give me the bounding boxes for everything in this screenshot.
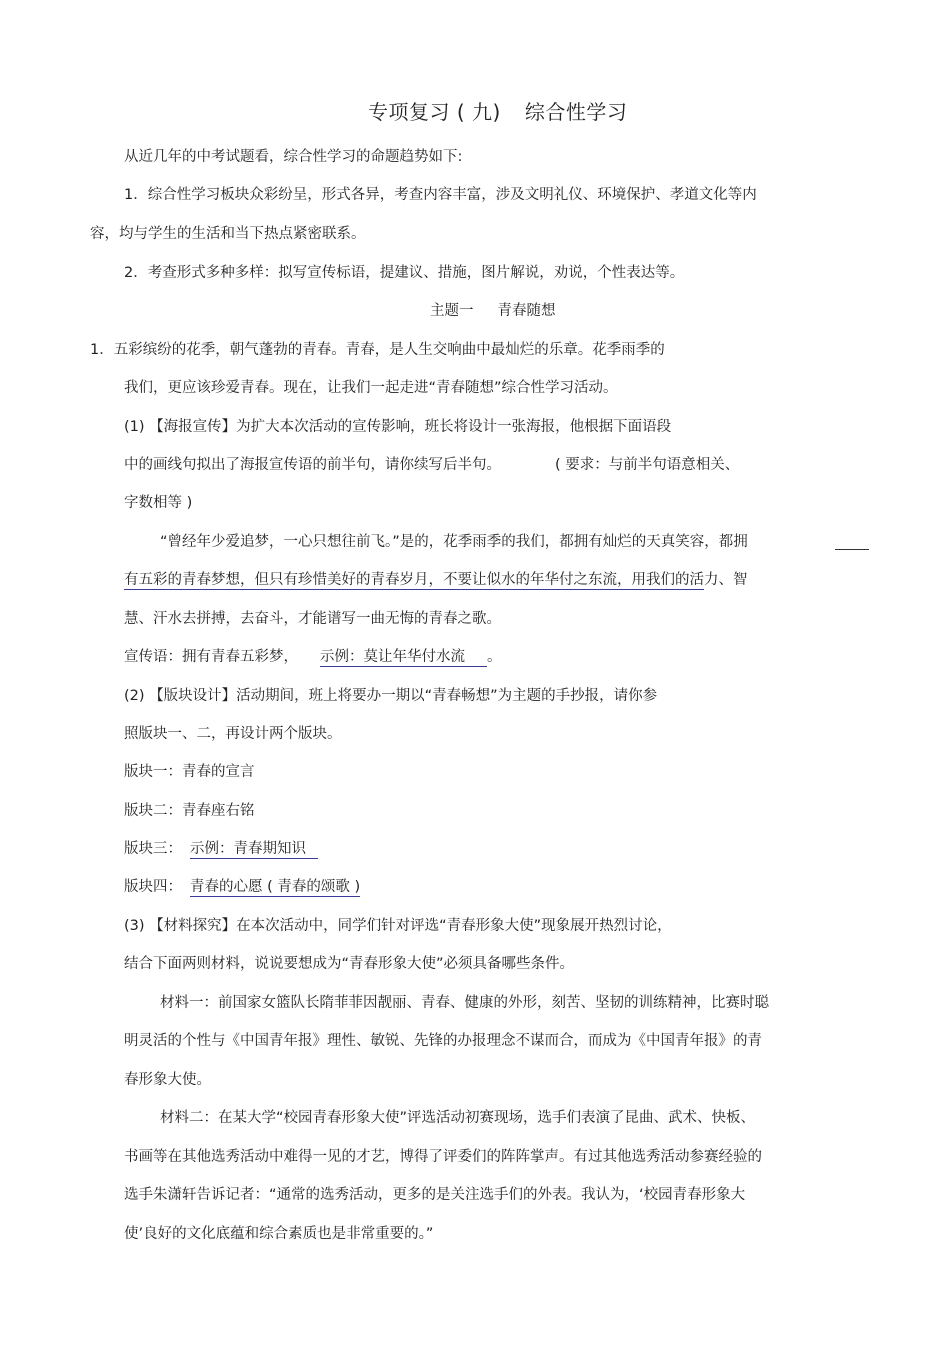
sub-question-3-line-1: (3) 【材料探究】在本次活动中，同学们针对评选“青春形象大使”现象展开热烈讨论， — [124, 918, 672, 934]
underlined-phrase-1: 有五彩的青春梦想， — [124, 572, 255, 588]
block-3 — [124, 839, 318, 859]
block-2: 版块二：青春座右铭 — [124, 803, 255, 819]
page-title — [368, 102, 627, 122]
question-1-line-2: 我们，更应该珍爱青春。现在，让我们一起走进“青春随想”综合性学习活动。 — [124, 380, 618, 396]
sub-question-1-line-3: 字数相等 ) — [124, 495, 193, 511]
block-4-answer: 青春的心愿 ( 青春的颂歌 ) — [190, 879, 361, 895]
material-1-line-2: 明灵活的个性与《中国青年报》理性、敏锐、先锋的办报理念不谋而合，而成为《中国青年报》的青 — [124, 1033, 762, 1049]
slogan-line — [124, 647, 502, 667]
question-1-line-1: 1．五彩缤纷的花季，朝气蓬勃的青春。青春，是人生交响曲中最灿烂的乐章。花季雨季的 — [90, 342, 665, 358]
passage-line-2-end: 力、智 — [704, 572, 748, 588]
underlined-phrase-2: 但只有珍惜美好的青春岁月，不要让似 — [254, 572, 501, 588]
slogan-end: 。 — [487, 649, 502, 665]
passage-line-3: 慧、汗水去拼搏，去奋斗，才能谱写一曲无悔的青春之歌。 — [124, 611, 501, 627]
sub-question-2-line-2: 照版块一、二，再设计两个版块。 — [124, 726, 342, 742]
point-1-line-1: 1．综合性学习板块众彩纷呈，形式各异，考查内容丰富，涉及文明礼仪、环境保护、孝道文化等内 — [124, 187, 757, 203]
sub-question-2-line-1: (2) 【版块设计】活动期间，班上将要办一期以“青春畅想”为主题的手抄报，请你参 — [124, 688, 658, 704]
passage-line-1: “曾经年少爱追梦，一心只想往前飞。”是的，花季雨季的我们，都拥有灿烂的天真笑容，都拥 — [160, 534, 748, 550]
block-4 — [124, 877, 360, 897]
theme-number: 主题一 — [430, 303, 474, 319]
point-2: 2．考查形式多种多样：拟写宣传标语，提建议、措施，图片解说，劝说，个性表达等。 — [124, 265, 685, 281]
margin-rule — [835, 549, 869, 550]
slogan-answer: 示例：莫让年华付水流 — [320, 649, 487, 667]
sub-question-3-line-2: 结合下面两则材料，说说要想成为“青春形象大使”必须具备哪些条件。 — [124, 956, 575, 972]
material-1-line-1: 材料一：前国家女篮队长隋菲菲因靓丽、青春、健康的外形，刻苦、坚韧的训练精神，比赛时聪 — [160, 995, 769, 1011]
sub-question-1-requirement: ( 要求：与前半句语意相关、 — [555, 457, 740, 473]
theme-name: 青春随想 — [497, 303, 556, 319]
material-2-line-4: 使’良好的文化底蕴和综合素质也是非常重要的。” — [124, 1226, 434, 1242]
title-part-a: 专项复习 ( 九) — [368, 100, 501, 124]
block-3-label: 版块三： — [124, 841, 182, 857]
intro-text: 从近几年的中考试题看，综合性学习的命题趋势如下: — [124, 149, 463, 165]
theme-heading — [430, 301, 556, 321]
passage-line-2 — [124, 570, 748, 590]
sub-question-1-line-2 — [124, 455, 739, 475]
sub-question-1-line-1: (1) 【海报宣传】为扩大本次活动的宣传影响，班长将设计一张海报，他根据下面语段 — [124, 419, 672, 435]
material-2-line-1: 材料二：在某大学“校园青春形象大使”评选活动初赛现场，选手们表演了昆曲、武术、快板、 — [160, 1110, 756, 1126]
block-3-answer: 示例：青春期知识 — [190, 841, 318, 859]
block-1: 版块一：青春的宣言 — [124, 764, 255, 780]
slogan-label: 宣传语：拥有青春五彩梦， — [124, 649, 298, 665]
point-1-line-2: 容，均与学生的生活和当下热点紧密联系。 — [90, 226, 366, 242]
material-2-line-2: 书画等在其他选秀活动中难得一见的才艺，博得了评委们的阵阵掌声。有过其他选秀活动参赛经验的 — [124, 1149, 762, 1165]
sub-question-1-prompt: 中的画线句拟出了海报宣传语的前半句，请你续写后半句。 — [124, 457, 501, 473]
block-4-label: 版块四： — [124, 879, 182, 895]
title-part-b: 综合性学习 — [524, 100, 628, 124]
material-2-line-3: 选手朱潇轩告诉记者：“通常的选秀活动，更多的是关注选手们的外表。我认为，‘校园青春形象大 — [124, 1187, 746, 1203]
material-1-line-3: 春形象大使。 — [124, 1072, 211, 1088]
underlined-phrase-3: 水的年华付之东流，用我们的活 — [501, 572, 704, 588]
